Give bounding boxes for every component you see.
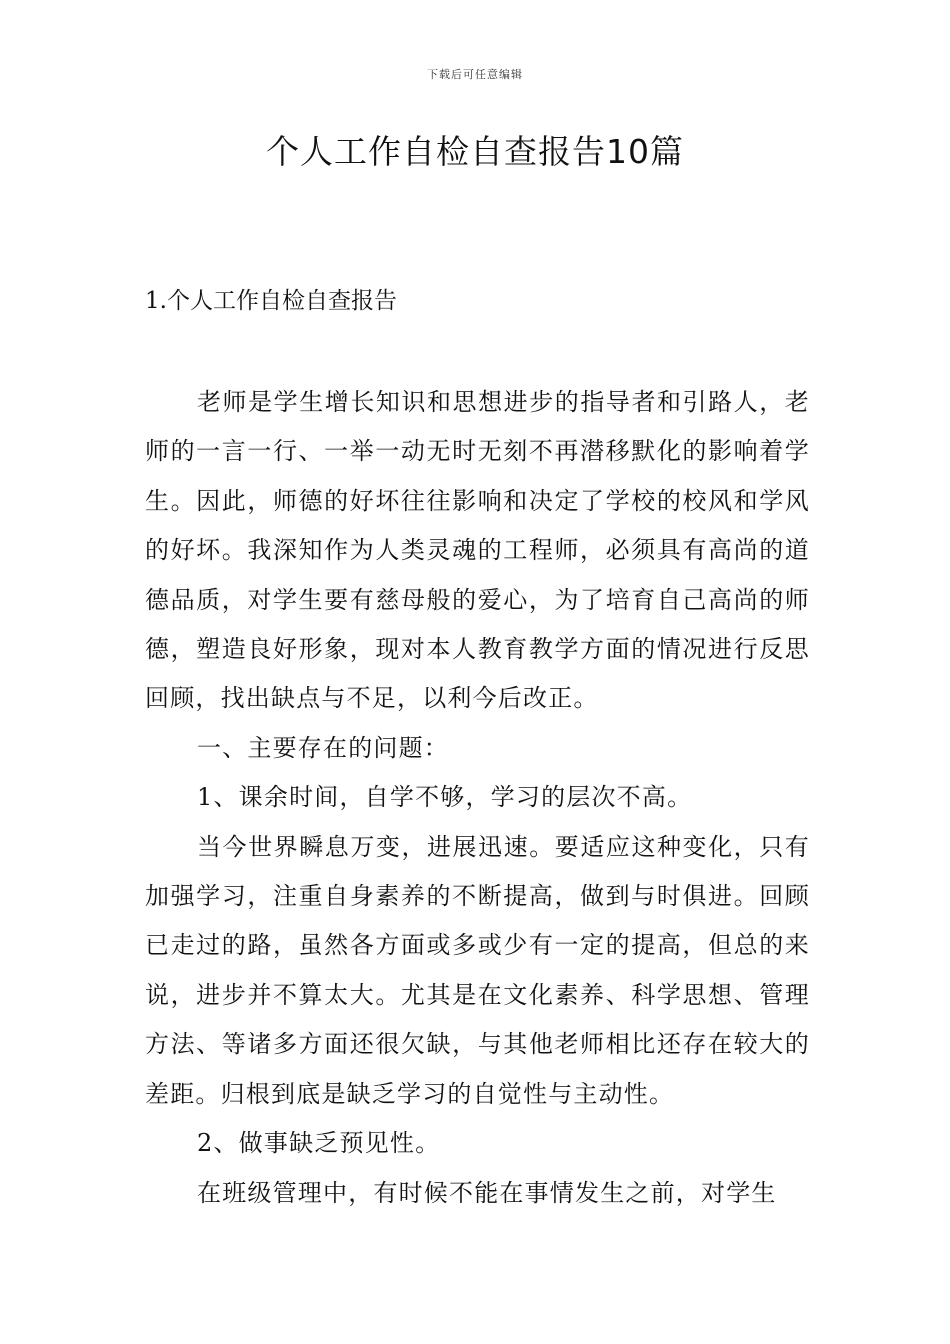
document-body [145,378,810,1218]
paragraph-intro: 老师是学生增长知识和思想进步的指导者和引路人，老师的一言一行、一举一动无时无刻不再潜移默化的影响着学生。因此，师德的好坏往往影响和决定了学校的校风和学风的好坏。我深知作为人类灵魂的工程师，必须具有高尚的道德品质，对学生要有慈母般的爱心，为了培育自己高尚的师德，塑造良好形象，现对本人教育教学方面的情况进行反思回顾，找出缺点与不足，以利今后改正。 [145,388,810,713]
header-note: 下载后可任意编辑 [427,68,523,81]
paragraph-main-problems-heading: 一、主要存在的问题： [197,733,449,762]
paragraph-problem-1-heading: 1、课余时间，自学不够，学习的层次不高。 [197,783,693,812]
section-heading: 1.个人工作自检自查报告 [145,288,397,314]
document-title: 个人工作自检自查报告10篇 [266,132,684,171]
paragraph-problem-2-body: 在班级管理中，有时候不能在事情发生之前，对学生 [197,1178,777,1207]
paragraph-problem-1-body: 当今世界瞬息万变，进展迅速。要适应这种变化，只有加强学习，注重自身素养的不断提高，做到与时俱进。回顾已走过的路，虽然各方面或多或少有一定的提高，但总的来说，进步并不算太大。尤其是在文化素养、科学思想、管理方法、等诸多方面还很欠缺，与其他老师相比还存在较大的差距。归根到底是缺乏学习的自觉性与主动性。 [145,832,810,1108]
paragraph-problem-2-heading: 2、做事缺乏预见性。 [197,1129,441,1158]
